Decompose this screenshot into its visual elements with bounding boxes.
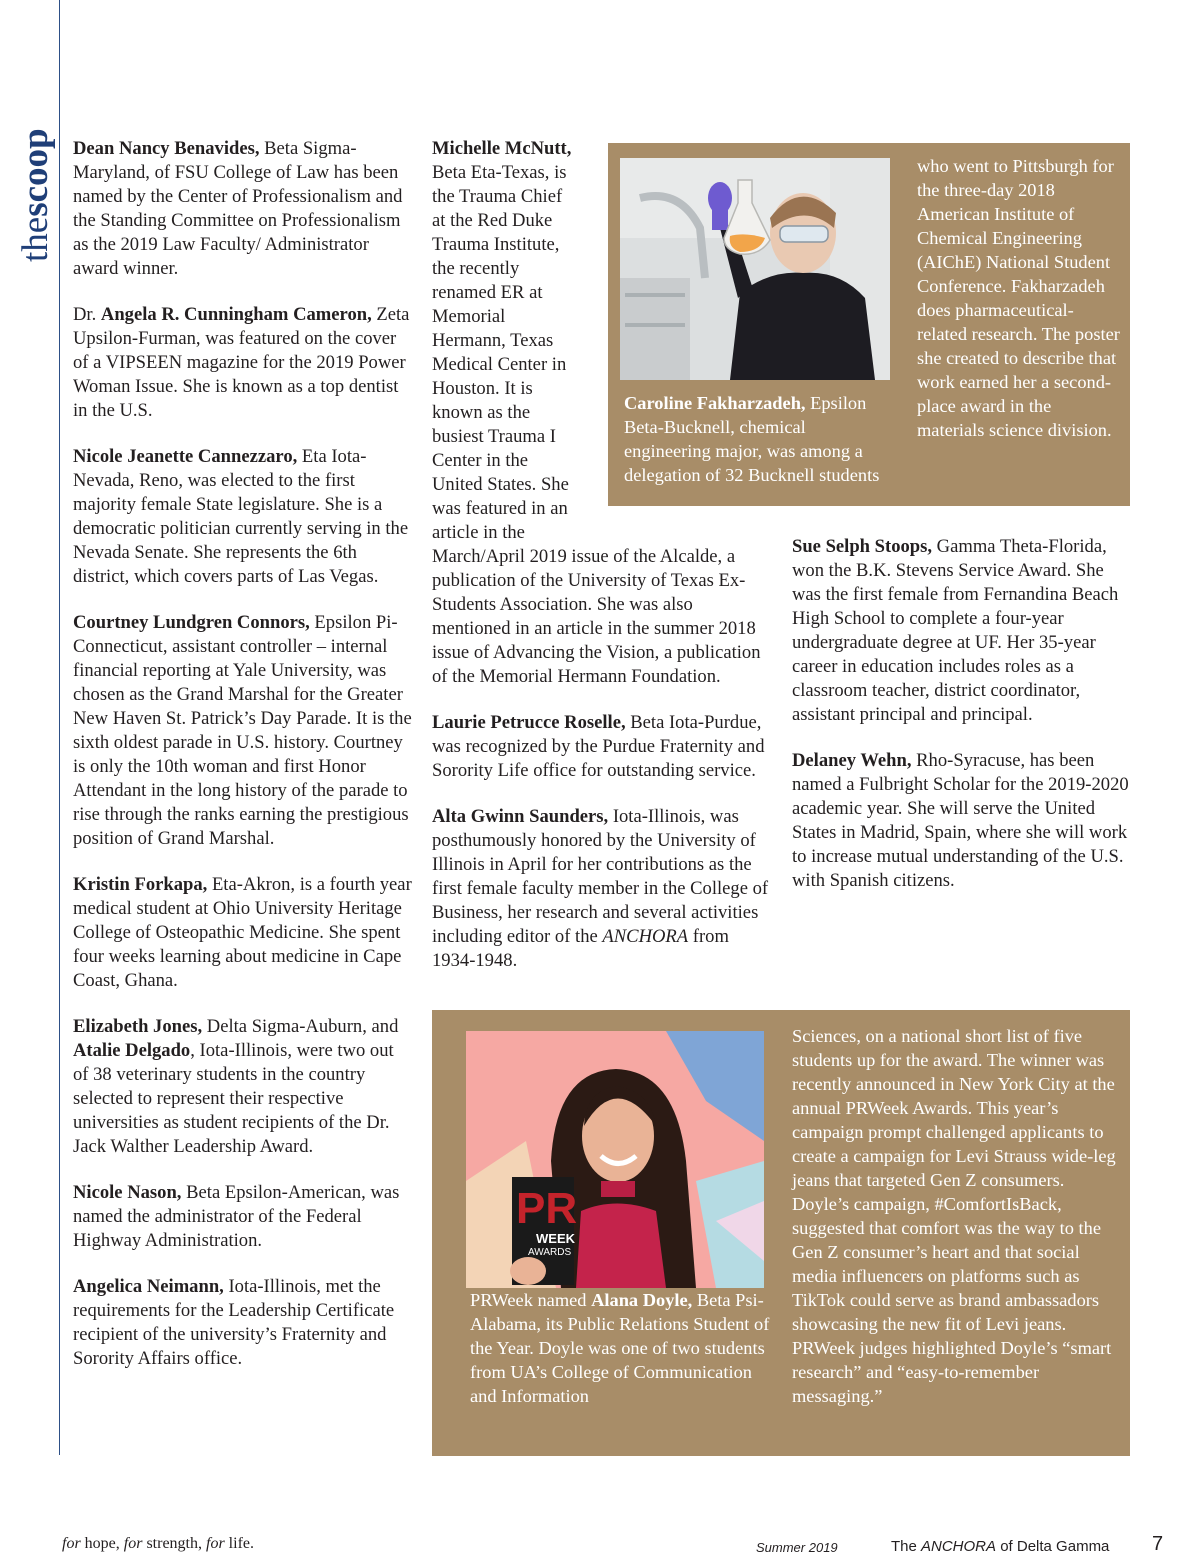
member-name: Michelle McNutt, (432, 138, 572, 159)
photo-chemist (620, 158, 890, 380)
tagline-for: for (123, 1535, 143, 1552)
article-neimann (73, 1275, 413, 1371)
footer-issue: Summer 2019 (756, 1540, 838, 1555)
magazine-title: ANCHORA (921, 1538, 997, 1555)
caption-text: Beta Psi-Alabama, its Public Relations Student of the Year. Doyle was one of two students from UA’s College of Communication and Information (470, 1290, 770, 1406)
member-name: Alta Gwinn Saunders, (432, 806, 609, 827)
article-text: Delta Sigma-Auburn, and (202, 1016, 399, 1037)
article-text: Beta Sigma-Maryland, of FSU College of Law has been named by the Center of Professionalism and the Standing Committee on Professionalism as the 2019 Law Faculty/ Administrator award winner. (73, 138, 403, 279)
caption-text: PRWeek named (470, 1290, 592, 1310)
feature-box-doyle (432, 1010, 1130, 1456)
member-name: Angelica Neimann, (73, 1276, 224, 1297)
section-tag-word: scoop (15, 128, 56, 217)
article-jones-delgado (73, 1015, 413, 1159)
caption-fakharzadeh (624, 391, 894, 487)
trophy-pr: PR (516, 1184, 578, 1233)
article-text: Zeta Upsilon-Furman, was featured on the cover of a VIPSEEN magazine for the 2019 Power Woman Issue. She is known as a top dentist in the U.S. (73, 304, 410, 421)
vertical-rule (59, 0, 60, 1455)
feature-box-fakharzadeh (608, 143, 1130, 506)
member-name: Nicole Nason, (73, 1182, 182, 1203)
member-name: Atalie Delgado (73, 1040, 191, 1061)
article-nason (73, 1181, 413, 1253)
member-name: Delaney Wehn, (792, 750, 912, 771)
tagline-for: for (62, 1535, 81, 1552)
member-name: Angela R. Cunningham Cameron, (100, 304, 372, 325)
article-cannezzaro (73, 445, 413, 589)
tagline-life: life. (224, 1535, 254, 1552)
article-text: March/April 2019 issue of the Alcalde, a publication of the University of Texas Ex-Students Association. She was also mentioned in an article in the summer 2018 issue of Advancing the Vision, a publication of the Memorial Hermann Foundation. (432, 546, 761, 687)
article-wehn (792, 749, 1132, 893)
member-name: Laurie Petrucce Roselle, (432, 712, 626, 733)
name-prefix: Dr. (73, 304, 101, 325)
magazine-suffix: of Delta Gamma (996, 1538, 1110, 1555)
trophy-awards: AWARDS (528, 1247, 572, 1258)
article-forkapa (73, 873, 413, 993)
magazine-prefix: The (891, 1538, 922, 1555)
caption-text: Sciences, on a national short list of five students up for the award. The winner was recently announced in New York City at the annual PRWeek Awards. This year’s campaign prompt challenged applicants to create a campaign for Levi Strauss wide-leg jeans that targeted Gen Z consumers. Doyle’s campaign, #ComfortIsBack, suggested that comfort was the way to the Gen Z consumer’s heart and that social media influencers on platforms such as TikTok could serve as brand ambassadors showcasing the new fit of Levi jeans. PRWeek judges highlighted Doyle’s “smart research” and “easy-to-remember messaging.” (792, 1026, 1116, 1406)
caption-text: Epsilon Beta-Bucknell, chemical engineering major, was among a delegation of 32 Bucknell students (624, 393, 880, 485)
article-mcnutt-narrow (432, 137, 577, 545)
member-name: Alana Doyle, (591, 1290, 693, 1310)
article-text: Rho-Syracuse, has been named a Fulbright Scholar for the 2019-2020 academic year. She will serve the United States in Madrid, Spain, where she will work to increase mutual understanding of the U.S. with Spanish citizens. (792, 750, 1129, 891)
article-connors (73, 611, 413, 851)
member-name: Caroline Fakharzadeh, (624, 393, 806, 413)
article-cameron (73, 303, 413, 423)
member-name: Nicole Jeanette Cannezzaro, (73, 446, 298, 467)
article-text: Beta Eta-Texas, is the Trauma Chief at the Red Duke Trauma Institute, the recently renamed ER at Memorial Hermann, Texas Medical Center in Houston. It is known as the busiest Trauma I Center in the United States. She was featured in an article in the (432, 162, 569, 543)
tagline-strength: strength, (142, 1535, 202, 1552)
page-number: 7 (1152, 1533, 1164, 1555)
article-text: , Iota-Illinois, were two out of 38 veterinary students in the country selected to represent their respective universities as student recipients of the Dr. Jack Walther Leadership Award. (73, 1040, 394, 1157)
article-text: from 1934-1948. (432, 926, 729, 971)
caption-doyle (470, 1288, 770, 1408)
article-text: Beta Epsilon-American, was named the administrator of the Federal Highway Administration. (73, 1182, 400, 1251)
photo-award-winner (466, 1031, 764, 1288)
article-text: Eta-Akron, is a fourth year medical student at Ohio University Heritage College of Osteopathic Medicine. She spent four weeks learning about medicine in Cape Coast, Ghana. (73, 874, 412, 991)
article-benavides (73, 137, 413, 281)
tagline-for: for (206, 1535, 225, 1552)
article-text: Epsilon Pi-Connecticut, assistant controller – internal financial reporting at Yale University, was chosen as the Grand Marshal for the Greater New Haven St. Patrick’s Day Parade. It is the sixth oldest parade in U.S. history. Courtney is only the 10th woman and first Honor Attendant in the long history of the parade to rise through the ranks earning the prestigious position of Grand Marshal. (73, 612, 412, 849)
article-text: Iota-Illinois, was posthumously honored by the University of Illinois in April for her contributions as the first female faculty member in the College of Business, her research and several activities including editor of the (432, 806, 769, 947)
magazine-title: ANCHORA (602, 926, 689, 947)
column-right (792, 535, 1132, 915)
article-text: Iota-Illinois, met the requirements for the Leadership Certificate recipient of the university’s Fraternity and Sorority Affairs office. (73, 1276, 395, 1369)
member-name: Dean Nancy Benavides, (73, 138, 260, 159)
caption-text: who went to Pittsburgh for the three-day 2018 American Institute of Chemical Engineering (AIChE) National Student Conference. Fakharzadeh does pharmaceutical-related research. The poster she created to describe that work earned her a second-place award in the materials science division. (917, 156, 1120, 440)
column-left (73, 137, 413, 1393)
member-name: Sue Selph Stoops, (792, 536, 933, 557)
trophy-week: WEEK (536, 1231, 575, 1246)
article-text: Beta Iota-Purdue, was recognized by the Purdue Fraternity and Sorority Life office for outstanding service. (432, 712, 765, 781)
footer-tagline (62, 1535, 254, 1553)
article-text: Gamma Theta-Florida, won the B.K. Stevens Service Award. She was the first female from Fernandina Beach High School to complete a four-year undergraduate degree at UF. Her 35-year career in education includes roles as a classroom teacher, district coordinator, assistant principal and principal. (792, 536, 1119, 725)
member-name: Kristin Forkapa, (73, 874, 208, 895)
article-roselle (432, 711, 770, 783)
tagline-hope: hope, (80, 1535, 120, 1552)
article-text: Eta Iota-Nevada, Reno, was elected to the first majority female State legislature. She is a democratic politician currently serving in the Nevada Senate. She represents the 6th district, which covers parts of Las Vegas. (73, 446, 409, 587)
box1-body (917, 154, 1123, 442)
article-saunders (432, 805, 770, 973)
member-name: Courtney Lundgren Connors, (73, 612, 310, 633)
footer-magazine (891, 1538, 1109, 1555)
section-tag-prefix: the (15, 216, 56, 262)
member-name: Elizabeth Jones, (73, 1016, 203, 1037)
article-stoops (792, 535, 1132, 727)
box2-body (792, 1024, 1122, 1408)
